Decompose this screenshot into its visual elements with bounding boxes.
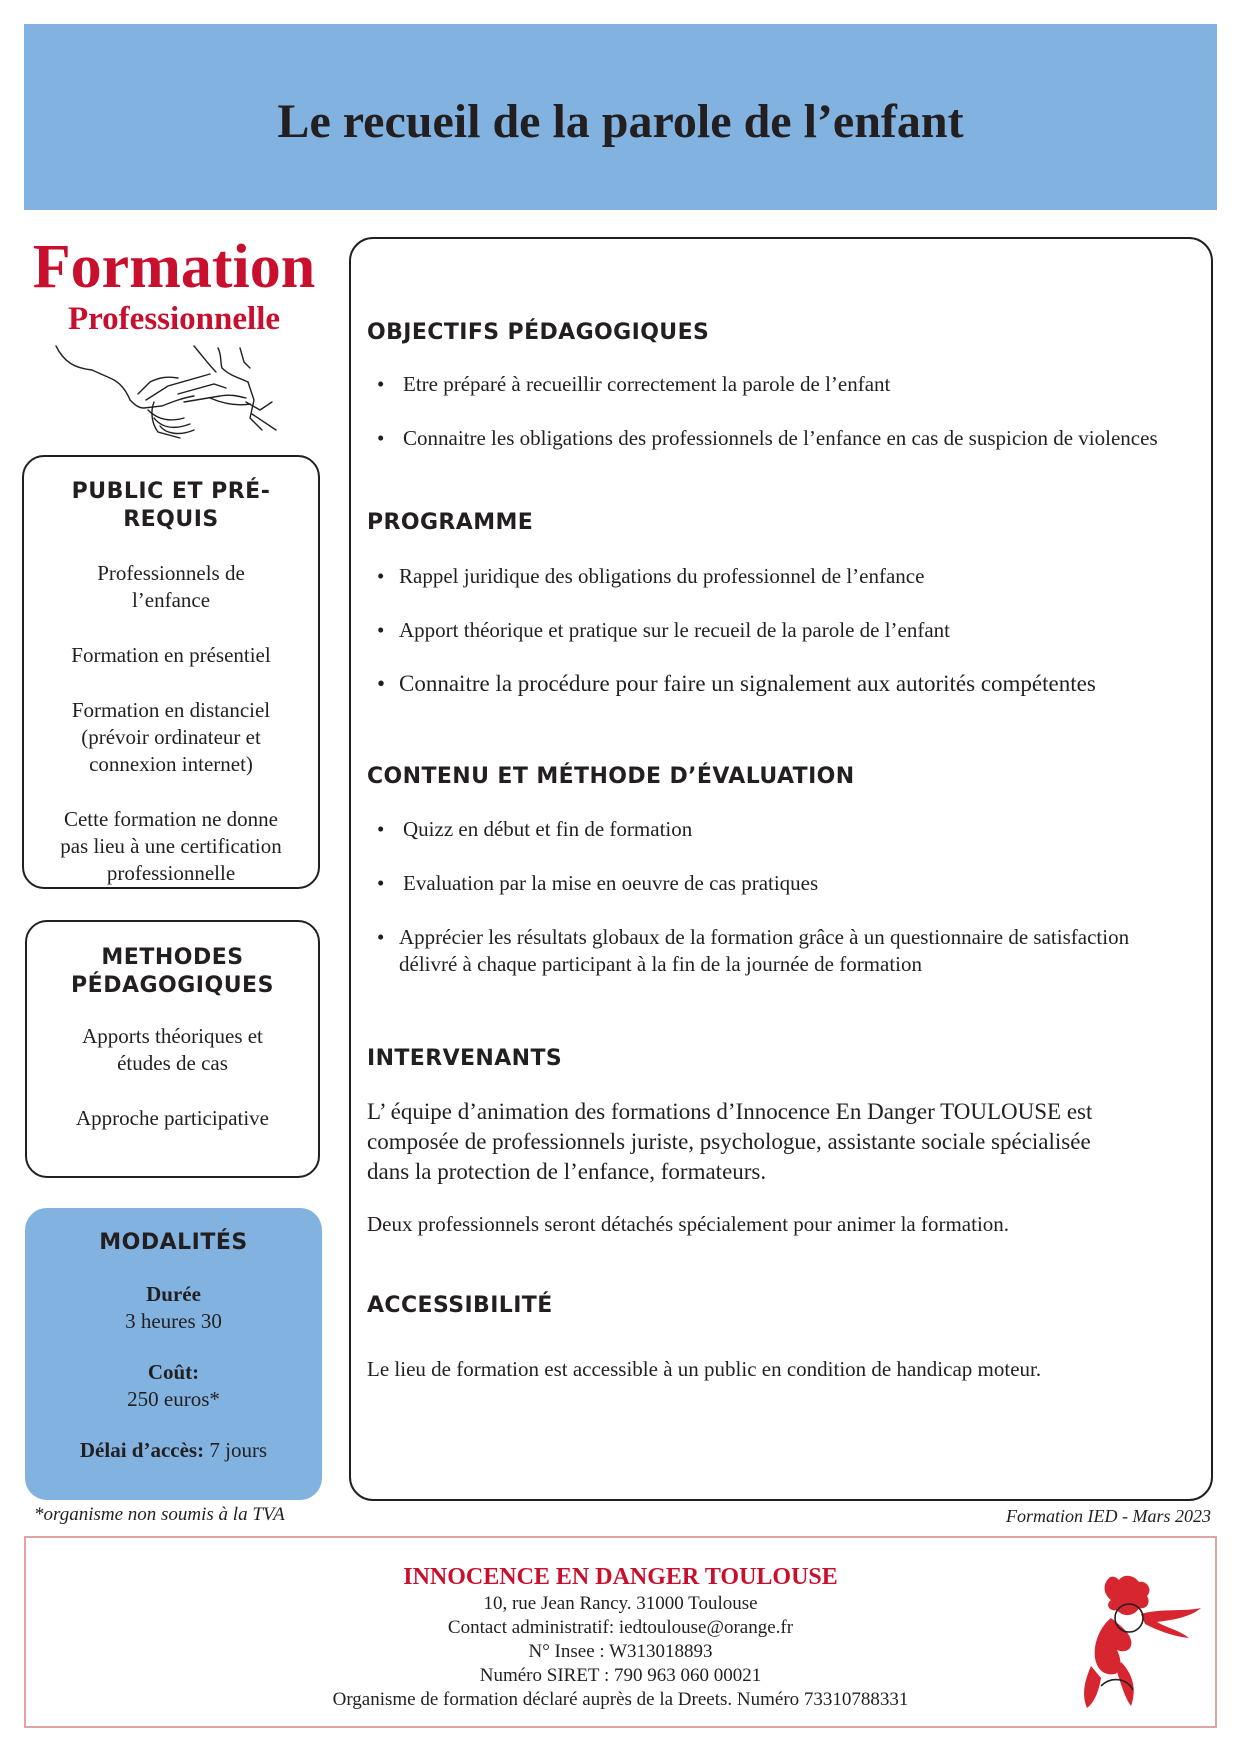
accessibilite-heading: ACCESSIBILITÉ [367,1293,553,1318]
date-note: Formation IED - Mars 2023 [1006,1506,1211,1526]
footer-siret: Numéro SIRET : 790 963 060 00021 [479,1665,762,1686]
page-title: Le recueil de la parole de l’enfant [277,95,964,148]
main-content-box [349,237,1213,1501]
delai-label: Délai d’accès: [79,1438,205,1462]
methodes-box [25,920,320,1178]
programme-section [367,509,1205,698]
objectifs-section [367,319,1205,452]
methodes-heading: METHODES PÉDAGOGIQUES [71,945,274,998]
list-item: • Etre préparé à recueillir correctement la parole de l’enfant [367,371,1205,398]
list-item: • Quizz en début et fin de formation [367,816,1205,843]
objectifs-heading: OBJECTIFS PÉDAGOGIQUES [367,320,710,345]
footer-address: 10, rue Jean Rancy. 31000 Toulouse [483,1593,758,1614]
public-item: Professionnels de l’enfance [97,561,245,612]
footer-declaration: Organisme de formation déclaré auprès de la Dreets. Numéro 73310788331 [332,1689,909,1710]
list-item: • Evaluation par la mise en oeuvre de cas pratiques [367,870,1205,897]
list-item: • Rappel juridique des obligations du professionnel de l’enfance [367,563,1205,590]
cout-item [25,1359,322,1413]
duree-value: 3 heures 30 [125,1309,222,1333]
public-item: Cette formation ne donne pas lieu à une certification professionnelle [60,807,282,885]
intervenants-heading: INTERVENANTS [367,1046,563,1071]
public-prerequis-box [22,455,320,889]
accessibilite-text: Le lieu de formation est accessible à un public en condition de handicap moteur. [367,1357,1042,1381]
list-item: • Connaitre les obligations des professionnels de l’enfance en cas de suspicion de violences [367,425,1205,452]
duree-label: Durée [146,1282,201,1306]
modalites-heading: MODALITÉS [99,1230,248,1255]
methodes-item: Approche participative [76,1106,269,1130]
duree-item [25,1281,322,1335]
footer [24,1536,1217,1728]
footer-insee: N° Insee : W313018893 [528,1641,713,1662]
contenu-heading: CONTENU ET MÉTHODE D’ÉVALUATION [367,764,855,789]
intervenants-text-2: Deux professionnels seront détachés spécialement pour animer la formation. [367,1212,1010,1236]
footer-contact: Contact administratif: iedtoulouse@orange.fr [447,1617,794,1638]
list-item: • Apport théorique et pratique sur le recueil de la parole de l’enfant [367,617,1205,644]
methodes-item: Apports théoriques et études de cas [82,1024,263,1075]
list-item: • Apprécier les résultats globaux de la formation grâce à un questionnaire de satisfaction délivré à chaque participant à la fin de la journée de formation [367,924,1205,978]
public-heading: PUBLIC ET PRÉ-REQUIS [71,479,271,532]
delai-value: 7 jours [209,1438,268,1462]
footer-org-name: INNOCENCE EN DANGER TOULOUSE [403,1564,838,1590]
delai-item [25,1437,322,1464]
intervenants-section [367,1045,1205,1238]
tva-note: *organisme non soumis à la TVA [34,1504,285,1525]
public-item: Formation en présentiel [71,643,271,667]
cout-label: Coût: [147,1360,200,1384]
child-logo-icon [1071,1566,1211,1716]
brand-professionnelle: Professionnelle [67,301,281,337]
programme-heading: PROGRAMME [367,510,534,535]
accessibilite-section [367,1292,1205,1383]
list-item: • Connaitre la procédure pour faire un signalement aux autorités compétentes [367,669,1205,698]
title-banner [24,24,1217,210]
contenu-section [367,763,1205,978]
modalites-box [25,1208,322,1500]
brand-formation: Formation [32,233,316,301]
cout-value: 250 euros* [127,1387,220,1411]
handshake-sketch-icon [34,338,314,446]
intervenants-text: L’ équipe d’animation des formations d’Innocence En Danger TOULOUSE est composée de professionnels juriste, psychologue, assistante sociale spécialisée dans la protection de l’enfance, formateurs. [367,1099,1093,1184]
public-item: Formation en distanciel (prévoir ordinateur et connexion internet) [71,698,271,776]
